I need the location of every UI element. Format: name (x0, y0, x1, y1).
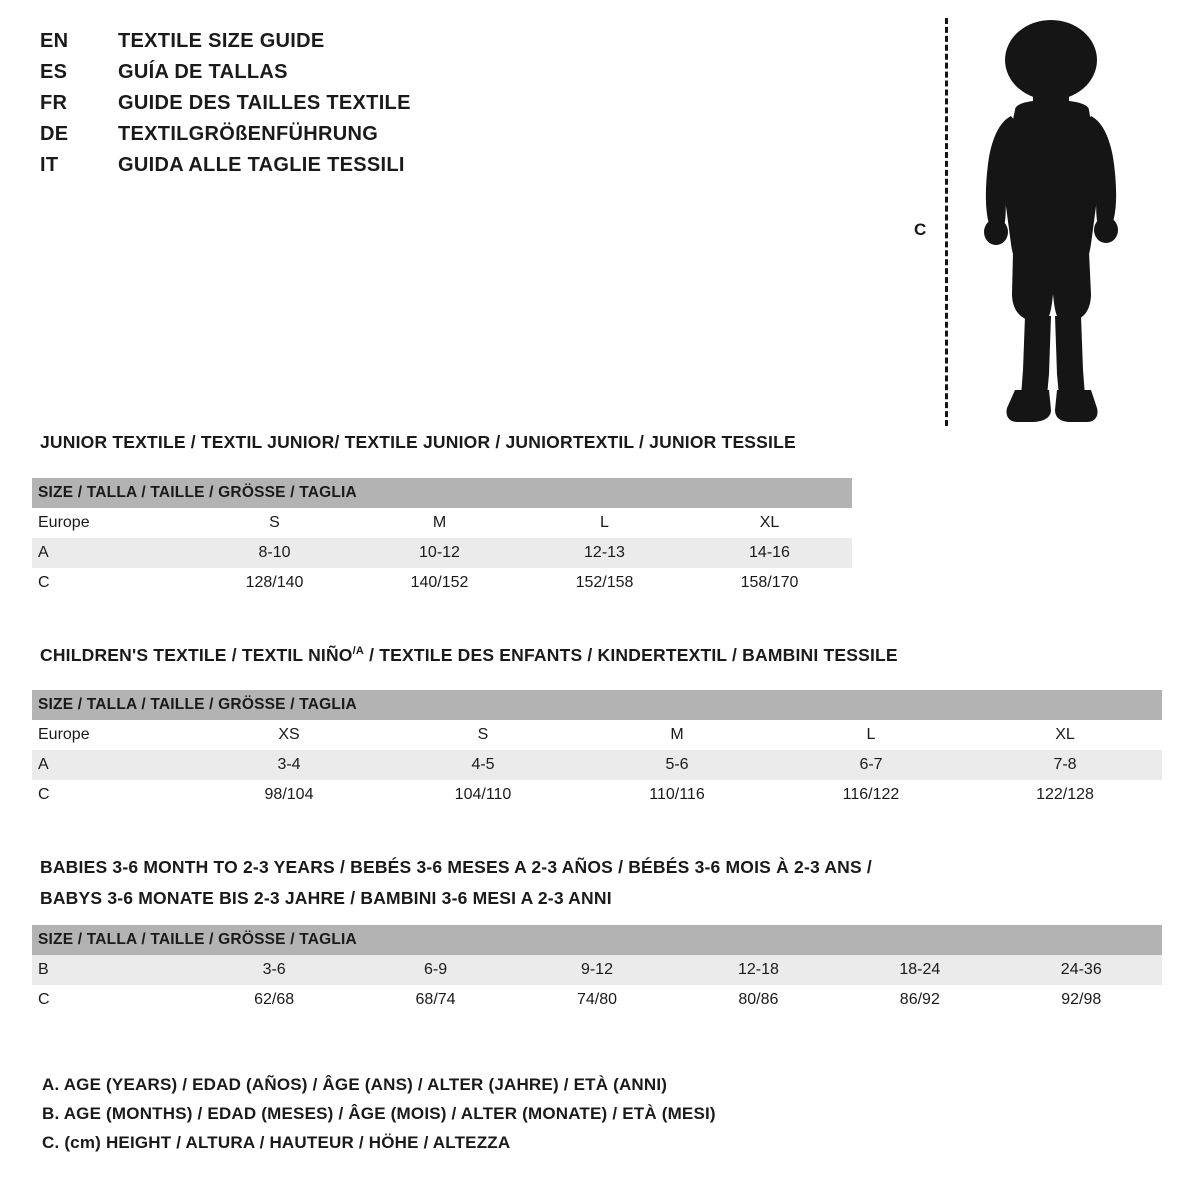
language-title: GUÍA DE TALLAS (118, 61, 288, 83)
table-header-bar (32, 925, 1162, 955)
height-measure-figure (900, 8, 1180, 428)
language-row (40, 123, 600, 154)
table-row (32, 955, 1162, 985)
language-title: GUIDE DES TAILLES TEXTILE (118, 92, 411, 114)
table-cell: 24-36 (1001, 955, 1162, 985)
language-code: DE (40, 123, 69, 145)
table-cell: 122/128 (968, 780, 1162, 810)
table-cell: M (580, 720, 774, 750)
table-cell: 3-6 (193, 955, 354, 985)
language-code: EN (40, 30, 69, 52)
language-code: FR (40, 92, 68, 114)
table-header-bar (32, 690, 1162, 720)
row-label: C (32, 985, 193, 1015)
table-cell: 18-24 (839, 955, 1000, 985)
section-title-children-after: / TEXTILE DES ENFANTS / KINDERTEXTIL / BAMBINI TESSILE (364, 645, 898, 665)
section-title-babies-line2: BABYS 3-6 MONATE BIS 2-3 JAHRE / BAMBINI 3-6 MESI A 2-3 ANNI (40, 888, 612, 908)
table-cell: 4-5 (386, 750, 580, 780)
table-cell: 80/86 (678, 985, 839, 1015)
row-label: C (32, 780, 192, 810)
language-row (40, 92, 600, 123)
table-cell: L (522, 508, 687, 538)
legend-line-c: C. (cm) HEIGHT / ALTURA / HAUTEUR / HÖHE / ALTEZZA (42, 1133, 511, 1152)
table-header-label: SIZE / TALLA / TAILLE / GRÖSSE / TAGLIA (32, 925, 1162, 955)
table-cell: 152/158 (522, 568, 687, 598)
language-title: GUIDA ALLE TAGLIE TESSILI (118, 154, 405, 176)
table-cell: 128/140 (192, 568, 357, 598)
babies-size-table (32, 925, 1162, 1015)
table-cell: 9-12 (516, 955, 677, 985)
table-cell: 140/152 (357, 568, 522, 598)
section-title-children (40, 645, 898, 666)
row-label: Europe (32, 508, 192, 538)
measure-label-c: C (914, 220, 927, 239)
table-cell: 6-9 (355, 955, 516, 985)
table-cell: 8-10 (192, 538, 357, 568)
row-label: A (32, 538, 192, 568)
table-cell: L (774, 720, 968, 750)
child-silhouette-icon (955, 18, 1145, 428)
table-row (32, 508, 852, 538)
row-label: Europe (32, 720, 192, 750)
language-code: ES (40, 61, 68, 83)
table-cell: M (357, 508, 522, 538)
table-cell: 92/98 (1001, 985, 1162, 1015)
table-cell: 68/74 (355, 985, 516, 1015)
row-label: B (32, 955, 193, 985)
table-row (32, 750, 1162, 780)
table-cell: 86/92 (839, 985, 1000, 1015)
language-row (40, 154, 600, 185)
language-row (40, 30, 600, 61)
table-row (32, 985, 1162, 1015)
table-row (32, 568, 852, 598)
table-cell: 104/110 (386, 780, 580, 810)
table-cell: S (192, 508, 357, 538)
section-title-junior: JUNIOR TEXTILE / TEXTIL JUNIOR/ TEXTILE JUNIOR / JUNIORTEXTIL / JUNIOR TESSILE (40, 432, 796, 452)
table-row (32, 780, 1162, 810)
row-label: C (32, 568, 192, 598)
legend-block (42, 1070, 1042, 1157)
language-header-block (40, 30, 600, 185)
language-title: TEXTILGRÖßENFÜHRUNG (118, 123, 379, 145)
table-header-label: SIZE / TALLA / TAILLE / GRÖSSE / TAGLIA (32, 478, 852, 508)
table-cell: XL (968, 720, 1162, 750)
row-label: A (32, 750, 192, 780)
table-cell: 116/122 (774, 780, 968, 810)
legend-line-a: A. AGE (YEARS) / EDAD (AÑOS) / ÂGE (ANS) / ALTER (JAHRE) / ETÀ (ANNI) (42, 1075, 668, 1094)
table-header-bar (32, 478, 852, 508)
section-title-babies-line1: BABIES 3-6 MONTH TO 2-3 YEARS / BEBÉS 3-6 MESES A 2-3 AÑOS / BÉBÉS 3-6 MOIS À 2-3 ANS / (40, 857, 872, 877)
table-cell: 12-18 (678, 955, 839, 985)
section-title-children-before: CHILDREN'S TEXTILE / TEXTIL NIÑO (40, 645, 353, 665)
language-title: TEXTILE SIZE GUIDE (118, 30, 325, 52)
table-cell: 6-7 (774, 750, 968, 780)
table-row (32, 538, 852, 568)
children-size-table (32, 690, 1162, 810)
language-row (40, 61, 600, 92)
table-header-label: SIZE / TALLA / TAILLE / GRÖSSE / TAGLIA (32, 690, 1162, 720)
table-cell: 110/116 (580, 780, 774, 810)
measure-dashed-line (945, 18, 948, 426)
language-code: IT (40, 154, 59, 176)
table-cell: 3-4 (192, 750, 386, 780)
junior-size-table (32, 478, 852, 598)
section-title-babies (40, 852, 1040, 914)
table-cell: 62/68 (193, 985, 354, 1015)
table-cell: 158/170 (687, 568, 852, 598)
table-cell: 5-6 (580, 750, 774, 780)
table-row (32, 720, 1162, 750)
table-cell: 98/104 (192, 780, 386, 810)
table-cell: XS (192, 720, 386, 750)
table-cell: 14-16 (687, 538, 852, 568)
section-title-children-sup: /A (352, 645, 365, 658)
table-cell: 74/80 (516, 985, 677, 1015)
legend-line-b: B. AGE (MONTHS) / EDAD (MESES) / ÂGE (MOIS) / ALTER (MONATE) / ETÀ (MESI) (42, 1104, 716, 1123)
table-cell: S (386, 720, 580, 750)
table-cell: XL (687, 508, 852, 538)
table-cell: 7-8 (968, 750, 1162, 780)
table-cell: 10-12 (357, 538, 522, 568)
table-cell: 12-13 (522, 538, 687, 568)
